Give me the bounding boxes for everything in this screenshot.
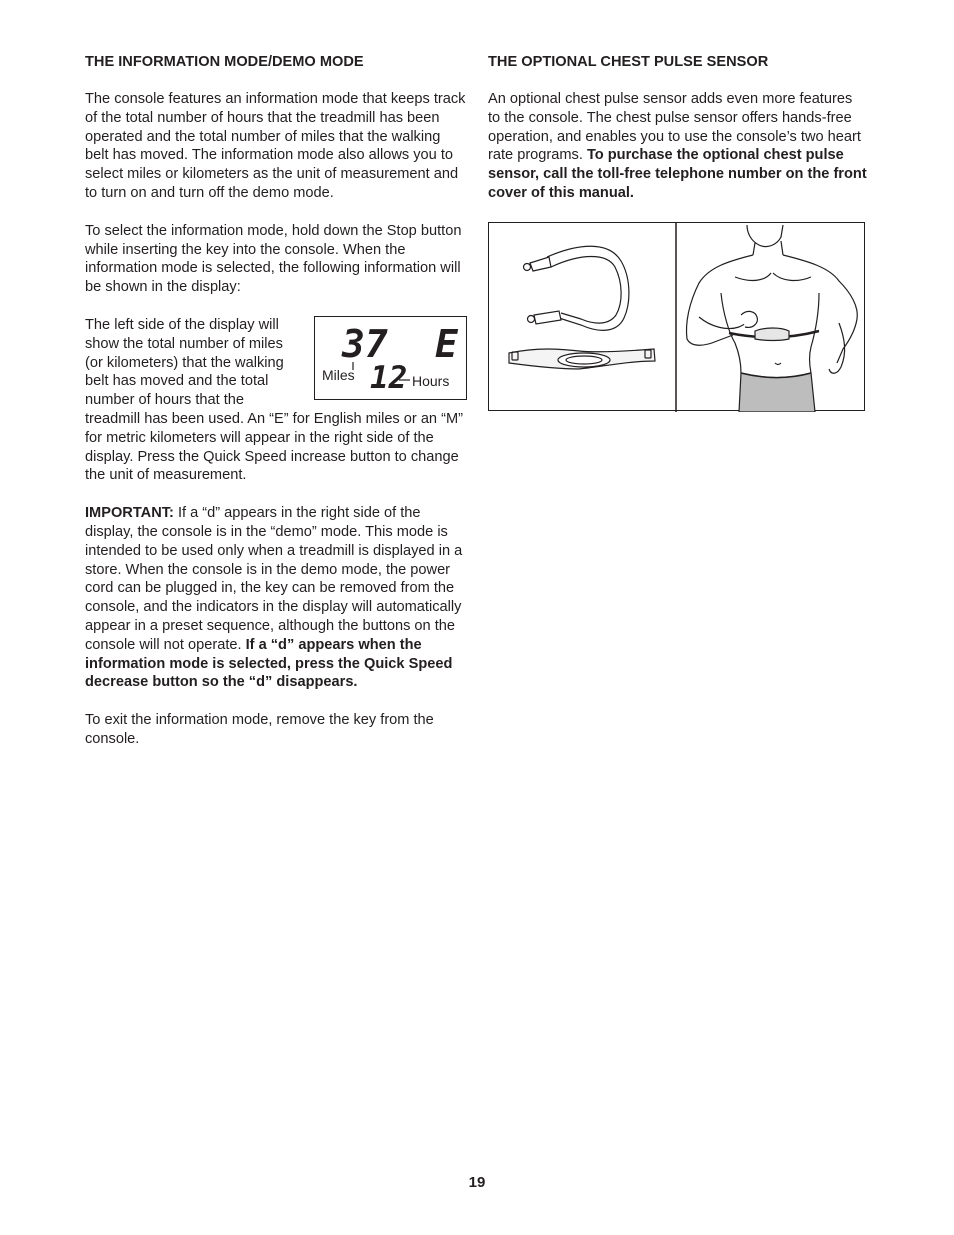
- left-column: [85, 53, 467, 768]
- chest-sensor-description: [488, 90, 868, 203]
- hours-label: Hours: [412, 372, 450, 389]
- unit-letter-digit: E: [435, 321, 458, 366]
- chest-sensor-illustration: [489, 223, 866, 412]
- information-mode-select-instructions: To select the information mode, hold down the Stop button while inserting the key into the console. When the information mode is selected, the following information will be shown in the display:: [85, 222, 462, 296]
- miles-value-digits: 37: [342, 321, 388, 366]
- chest-sensor-figure: [488, 222, 865, 411]
- important-text: If a “d” appears in the right side of the display, the console is in the “demo” mode. This mode is intended to be used only when a treadmill is displayed in a store. When the console is in the demo mode, the power cord can be plugged in, the key can be removed from the console, and the indicators in the display will automatically appear in a preset sequence, although the buttons on the console will not operate.: [85, 505, 463, 653]
- person-wearing-strap-drawing: [687, 225, 858, 412]
- page-number: 19: [468, 1174, 486, 1191]
- miles-label: Miles: [322, 366, 355, 383]
- important-demo-note: [85, 504, 467, 692]
- console-display-drawing: [315, 317, 468, 401]
- chest-sensor-text: An optional chest pulse sensor adds even more features to the console. The chest pulse sensor offers hands-free operation, and enables you to use the console’s two heart rate programs.: [488, 91, 861, 164]
- information-mode-heading: THE INFORMATION MODE/DEMO MODE: [85, 54, 364, 70]
- chest-sensor-purchase-note: To purchase the optional chest pulse sensor, call the toll-free telephone number on the front cover of this manual.: [488, 147, 867, 201]
- exit-information-mode: To exit the information mode, remove the key from the console.: [85, 712, 434, 747]
- information-mode-intro: The console features an information mode that keeps track of the total number of hours that the treadmill has been operated and the total number of miles that the walking belt has moved. The information mode also allows you to select miles or kilometers as the unit of measurement and to turn on and turn off the demo mode.: [85, 91, 466, 201]
- chest-strap-drawing: [509, 246, 655, 369]
- chest-sensor-heading: THE OPTIONAL CHEST PULSE SENSOR: [488, 54, 769, 70]
- hours-value-digits: 12: [370, 359, 408, 396]
- display-explanation: The left side of the display will show the total number of miles (or kilometers) that the walking belt has moved and the total number of hours that the treadmill has been used. An “E” for English miles or an “M” for metric kilometers will appear in the right side of the display. Press the Quick Speed increase button to change the unit of measurement.: [85, 316, 463, 484]
- right-column: [488, 53, 868, 411]
- important-bold-instruction: If a “d” appears when the information mode is selected, press the Quick Speed decrease button so the “d” disappears.: [85, 636, 453, 691]
- important-label: IMPORTANT:: [85, 505, 174, 522]
- console-display-illustration: [314, 316, 467, 400]
